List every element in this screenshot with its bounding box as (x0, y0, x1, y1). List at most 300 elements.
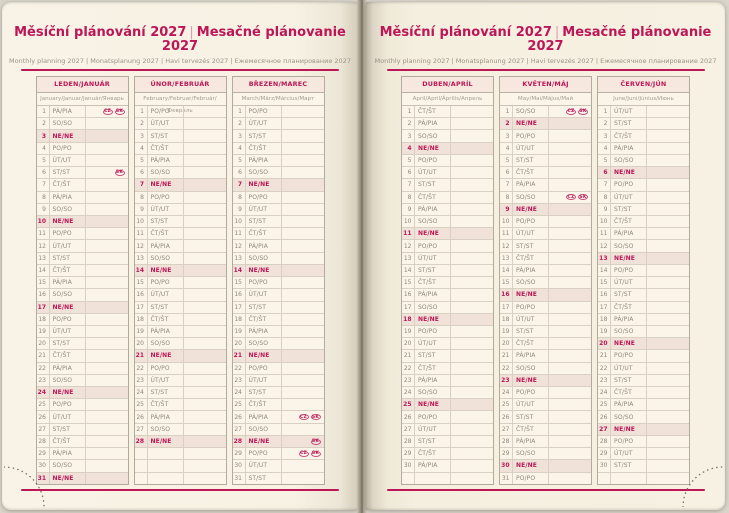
day-row (37, 178, 128, 190)
month-table (134, 76, 227, 485)
day-number: 26 (598, 411, 611, 422)
day-row (500, 362, 591, 374)
day-number: 25 (135, 399, 148, 410)
day-abbrev: SO/SO (513, 277, 549, 288)
day-abbrev: SO/SO (513, 448, 549, 459)
perforation-arc (4, 459, 52, 507)
holiday-badge-sk-icon: SK (311, 414, 320, 420)
day-number: 7 (598, 179, 611, 190)
day-row (402, 362, 493, 374)
notes-cell (184, 289, 226, 300)
day-row (233, 435, 324, 447)
day-number: 14 (500, 265, 513, 276)
day-number (598, 473, 611, 484)
day-abbrev: SO/SO (611, 411, 647, 422)
day-abbrev: PÁ/PIA (513, 179, 549, 190)
day-number: 3 (402, 130, 415, 141)
notes-cell (549, 265, 591, 276)
day-number: 7 (402, 179, 415, 190)
day-number: 19 (233, 326, 246, 337)
day-row (500, 191, 591, 203)
day-number: 26 (135, 411, 148, 422)
notes-cell (549, 375, 591, 386)
day-row (402, 447, 493, 459)
day-number: 16 (598, 289, 611, 300)
day-number: 28 (402, 436, 415, 447)
day-number: 16 (135, 289, 148, 300)
notes-cell (86, 253, 128, 264)
day-abbrev (148, 473, 184, 484)
notes-cell (549, 277, 591, 288)
notes-cell (549, 204, 591, 215)
day-abbrev (148, 448, 184, 459)
day-number: 26 (37, 411, 50, 422)
day-row (598, 117, 689, 129)
day-number: 9 (37, 204, 50, 215)
day-number: 3 (135, 130, 148, 141)
day-number: 10 (402, 216, 415, 227)
day-abbrev: PO/PO (415, 326, 451, 337)
notes-cell (549, 363, 591, 374)
day-abbrev: SO/SO (415, 130, 451, 141)
day-row (135, 239, 226, 251)
day-abbrev: SO/SO (415, 216, 451, 227)
perforation-arc (675, 459, 723, 507)
day-abbrev: ÚT/UT (246, 204, 282, 215)
day-abbrev: ÚT/UT (611, 448, 647, 459)
day-row (135, 410, 226, 422)
notes-cell (451, 118, 493, 129)
day-row (37, 362, 128, 374)
notes-cell (647, 302, 689, 313)
day-row (135, 447, 226, 459)
day-row (135, 203, 226, 215)
notes-cell (184, 265, 226, 276)
day-row (500, 178, 591, 190)
day-abbrev: PÁ/PIA (611, 399, 647, 410)
day-row (135, 362, 226, 374)
day-number: 2 (37, 118, 50, 129)
day-abbrev: ÚT/UT (246, 375, 282, 386)
day-abbrev: PO/PO (148, 277, 184, 288)
notes-cell (282, 130, 324, 141)
day-row (500, 203, 591, 215)
month-languages: April/April/Április/Апрель (402, 93, 493, 106)
day-abbrev: SO/SO (513, 363, 549, 374)
day-number: 11 (598, 228, 611, 239)
notes-cell (282, 473, 324, 484)
day-row (233, 252, 324, 264)
day-abbrev: ST/ST (50, 167, 86, 178)
day-abbrev: PÁ/PIA (415, 289, 451, 300)
day-row (135, 325, 226, 337)
day-abbrev: ČT/ŠT (148, 228, 184, 239)
month-table (232, 76, 325, 485)
notes-cell (451, 204, 493, 215)
day-abbrev: ČT/ŠT (415, 106, 451, 117)
day-abbrev: PO/PO (513, 216, 549, 227)
notes-cell (282, 302, 324, 313)
day-abbrev: NE/NE (611, 253, 647, 264)
notes-cell (282, 411, 324, 422)
day-number: 4 (402, 143, 415, 154)
day-row (135, 435, 226, 447)
notes-cell (549, 253, 591, 264)
day-row (500, 215, 591, 227)
day-row (37, 215, 128, 227)
day-row (402, 386, 493, 398)
day-abbrev: SO/SO (148, 167, 184, 178)
day-number: 23 (135, 375, 148, 386)
day-number: 15 (135, 277, 148, 288)
day-abbrev: PÁ/PIA (415, 375, 451, 386)
day-row (233, 154, 324, 166)
notes-cell (184, 363, 226, 374)
day-abbrev: PÁ/PIA (611, 314, 647, 325)
notes-cell (549, 436, 591, 447)
notes-cell (451, 448, 493, 459)
day-number: 28 (598, 436, 611, 447)
notes-cell (549, 338, 591, 349)
day-number: 13 (37, 253, 50, 264)
notes-cell (451, 240, 493, 251)
day-abbrev: NE/NE (415, 228, 451, 239)
notes-cell (647, 387, 689, 398)
header-rule (387, 69, 705, 71)
notes-cell (184, 167, 226, 178)
day-number: 5 (598, 155, 611, 166)
day-abbrev: PO/PO (513, 302, 549, 313)
day-abbrev: ČT/ŠT (50, 265, 86, 276)
notes-cell (451, 387, 493, 398)
notes-cell (647, 350, 689, 361)
month-rows (402, 106, 493, 484)
day-abbrev: PÁ/PIA (148, 155, 184, 166)
day-row (37, 276, 128, 288)
day-abbrev: SO/SO (513, 192, 549, 203)
day-number: 29 (402, 448, 415, 459)
day-abbrev: ST/ST (611, 204, 647, 215)
notes-cell (647, 448, 689, 459)
day-abbrev: SO/SO (50, 375, 86, 386)
day-row (233, 227, 324, 239)
day-number: 5 (500, 155, 513, 166)
day-abbrev: NE/NE (415, 314, 451, 325)
notes-cell (282, 216, 324, 227)
day-abbrev: PO/PO (611, 436, 647, 447)
day-row (37, 325, 128, 337)
day-row (233, 362, 324, 374)
day-abbrev: ST/ST (611, 289, 647, 300)
notes-cell (86, 118, 128, 129)
day-row (233, 349, 324, 361)
day-row (135, 215, 226, 227)
notes-cell (86, 179, 128, 190)
day-number: 23 (37, 375, 50, 386)
notes-cell (86, 375, 128, 386)
day-number: 24 (402, 387, 415, 398)
day-number: 3 (598, 130, 611, 141)
day-number: 5 (402, 155, 415, 166)
day-abbrev: PO/PO (513, 473, 549, 484)
day-abbrev: PÁ/PIA (50, 363, 86, 374)
page-subtitle: Monthly planning 2027 | Monatsplanung 2027 | Havi tervezés 2027 | Ежемесячное планирование 2027 (9, 57, 351, 65)
page-left-content (2, 2, 358, 510)
day-abbrev: PÁ/PIA (415, 204, 451, 215)
day-number: 21 (135, 350, 148, 361)
day-abbrev: SO/SO (148, 338, 184, 349)
holiday-badge-cz-icon: CZ (300, 451, 307, 457)
day-abbrev: NE/NE (513, 460, 549, 471)
day-row (598, 178, 689, 190)
day-number: 27 (500, 424, 513, 435)
day-abbrev: ČT/ŠT (246, 143, 282, 154)
day-abbrev: PÁ/PIA (513, 265, 549, 276)
day-row (402, 410, 493, 422)
day-abbrev: SO/SO (246, 253, 282, 264)
day-row (598, 142, 689, 154)
day-number: 20 (500, 338, 513, 349)
notes-cell (86, 192, 128, 203)
day-row (233, 410, 324, 422)
notes-cell (451, 253, 493, 264)
day-abbrev: PÁ/PIA (246, 411, 282, 422)
notes-cell (647, 277, 689, 288)
notes-cell (282, 387, 324, 398)
day-abbrev: PÁ/PIA (513, 350, 549, 361)
notes-cell (184, 302, 226, 313)
day-row (233, 106, 324, 117)
notes-cell (647, 192, 689, 203)
day-number: 17 (233, 302, 246, 313)
day-abbrev: ÚT/UT (148, 289, 184, 300)
notes-cell (549, 424, 591, 435)
day-number: 3 (233, 130, 246, 141)
day-number: 14 (598, 265, 611, 276)
day-number: 14 (37, 265, 50, 276)
day-number: 31 (500, 473, 513, 484)
page-right-content (366, 2, 725, 510)
day-abbrev: ČT/ŠT (611, 130, 647, 141)
notes-cell (184, 436, 226, 447)
notes-cell (282, 253, 324, 264)
day-number: 25 (598, 399, 611, 410)
notes-cell (86, 240, 128, 251)
notes-cell (282, 448, 324, 459)
day-number: 8 (402, 192, 415, 203)
month-table (499, 76, 592, 485)
day-row (500, 264, 591, 276)
notes-cell (549, 302, 591, 313)
notes-cell (451, 375, 493, 386)
day-abbrev: NE/NE (611, 167, 647, 178)
day-abbrev: ÚT/UT (148, 118, 184, 129)
month-name: LEDEN/JANUÁR (37, 77, 128, 93)
notes-cell (451, 473, 493, 484)
day-row (135, 191, 226, 203)
day-number: 29 (500, 448, 513, 459)
day-number: 8 (233, 192, 246, 203)
day-number: 28 (135, 436, 148, 447)
day-abbrev: ÚT/UT (50, 240, 86, 251)
notes-cell (647, 118, 689, 129)
day-number: 14 (233, 265, 246, 276)
day-number: 24 (233, 387, 246, 398)
day-row (598, 374, 689, 386)
day-row (500, 276, 591, 288)
day-row (500, 142, 591, 154)
day-row (500, 337, 591, 349)
notes-cell (647, 228, 689, 239)
day-number: 16 (233, 289, 246, 300)
day-abbrev: PO/PO (611, 265, 647, 276)
day-abbrev: ÚT/UT (50, 155, 86, 166)
day-abbrev: ST/ST (50, 253, 86, 264)
notes-cell (451, 436, 493, 447)
notes-cell (282, 338, 324, 349)
notes-cell (86, 473, 128, 484)
day-abbrev: PÁ/PIA (148, 411, 184, 422)
day-row (37, 435, 128, 447)
notes-cell (282, 314, 324, 325)
notes-cell (549, 411, 591, 422)
holiday-badge-sk-icon: SK (579, 109, 587, 115)
day-number: 15 (598, 277, 611, 288)
day-number: 14 (402, 265, 415, 276)
day-abbrev: PÁ/PIA (50, 277, 86, 288)
day-number: 22 (135, 363, 148, 374)
notes-cell (549, 387, 591, 398)
day-abbrev: PÁ/PIA (50, 106, 86, 117)
holiday-badge-cz-icon: CZ (300, 414, 307, 420)
notes-cell (184, 106, 226, 117)
day-abbrev: PO/PO (50, 143, 86, 154)
month-languages: June/Juni/Június/Июнь (598, 93, 689, 106)
day-number: 5 (135, 155, 148, 166)
notes-cell (86, 411, 128, 422)
notes-cell (282, 436, 324, 447)
notes-cell (86, 424, 128, 435)
notes-cell (451, 338, 493, 349)
day-row (402, 398, 493, 410)
day-row (598, 106, 689, 117)
notes-cell (282, 106, 324, 117)
day-abbrev: PÁ/PIA (415, 118, 451, 129)
day-row (500, 252, 591, 264)
notes-cell (451, 216, 493, 227)
day-number: 5 (233, 155, 246, 166)
day-number: 21 (233, 350, 246, 361)
day-row (37, 154, 128, 166)
day-abbrev: ČT/ŠT (246, 314, 282, 325)
day-row (598, 386, 689, 398)
notes-cell (282, 289, 324, 300)
day-number: 9 (402, 204, 415, 215)
notes-cell (549, 240, 591, 251)
day-row (402, 337, 493, 349)
day-row (233, 129, 324, 141)
notes-cell (184, 253, 226, 264)
day-number: 6 (402, 167, 415, 178)
day-abbrev: ST/ST (246, 216, 282, 227)
notes-cell (549, 167, 591, 178)
day-row (500, 227, 591, 239)
day-abbrev: ST/ST (50, 424, 86, 435)
day-number: 11 (37, 228, 50, 239)
day-number: 20 (402, 338, 415, 349)
day-abbrev: PO/PO (50, 228, 86, 239)
day-abbrev: SO/SO (148, 253, 184, 264)
day-number: 10 (135, 216, 148, 227)
month-rows (37, 106, 128, 484)
notes-cell (282, 424, 324, 435)
day-abbrev: ST/ST (611, 460, 647, 471)
day-number: 26 (233, 411, 246, 422)
day-row (598, 276, 689, 288)
day-abbrev: ST/ST (611, 375, 647, 386)
day-number: 21 (402, 350, 415, 361)
month-rows (500, 106, 591, 484)
day-abbrev: ST/ST (148, 387, 184, 398)
day-abbrev: SO/SO (611, 326, 647, 337)
holiday-badge-sk-icon: SK (115, 109, 124, 115)
day-number: 7 (37, 179, 50, 190)
day-row (233, 178, 324, 190)
notes-cell (549, 118, 591, 129)
day-row (598, 410, 689, 422)
notes-cell (647, 240, 689, 251)
day-number: 12 (135, 240, 148, 251)
day-number: 19 (500, 326, 513, 337)
day-abbrev: NE/NE (50, 130, 86, 141)
day-abbrev: PÁ/PIA (246, 155, 282, 166)
notes-cell (86, 350, 128, 361)
day-abbrev: ČT/ŠT (415, 192, 451, 203)
day-number: 4 (500, 143, 513, 154)
page-title (2, 26, 358, 54)
day-number: 31 (37, 473, 50, 484)
notes-cell (86, 326, 128, 337)
day-number: 8 (500, 192, 513, 203)
day-row (402, 215, 493, 227)
day-row (37, 106, 128, 117)
month-rows (135, 106, 226, 484)
day-abbrev: PÁ/PIA (415, 460, 451, 471)
day-row (233, 447, 324, 459)
day-number: 12 (500, 240, 513, 251)
day-number: 16 (37, 289, 50, 300)
day-row (402, 472, 493, 484)
day-row (500, 447, 591, 459)
notes-cell (647, 326, 689, 337)
day-abbrev: ST/ST (513, 326, 549, 337)
notes-cell (86, 338, 128, 349)
day-abbrev: ST/ST (415, 179, 451, 190)
day-number: 21 (500, 350, 513, 361)
day-abbrev: PÁ/PIA (611, 143, 647, 154)
day-abbrev: PO/PO (50, 314, 86, 325)
day-abbrev: ST/ST (148, 302, 184, 313)
day-row (233, 264, 324, 276)
day-number: 1 (598, 106, 611, 117)
day-row (500, 374, 591, 386)
notes-cell (282, 375, 324, 386)
day-abbrev: ÚT/UT (513, 314, 549, 325)
notes-cell (86, 314, 128, 325)
day-number: 13 (402, 253, 415, 264)
day-abbrev: ČT/ŠT (611, 216, 647, 227)
day-row (135, 288, 226, 300)
